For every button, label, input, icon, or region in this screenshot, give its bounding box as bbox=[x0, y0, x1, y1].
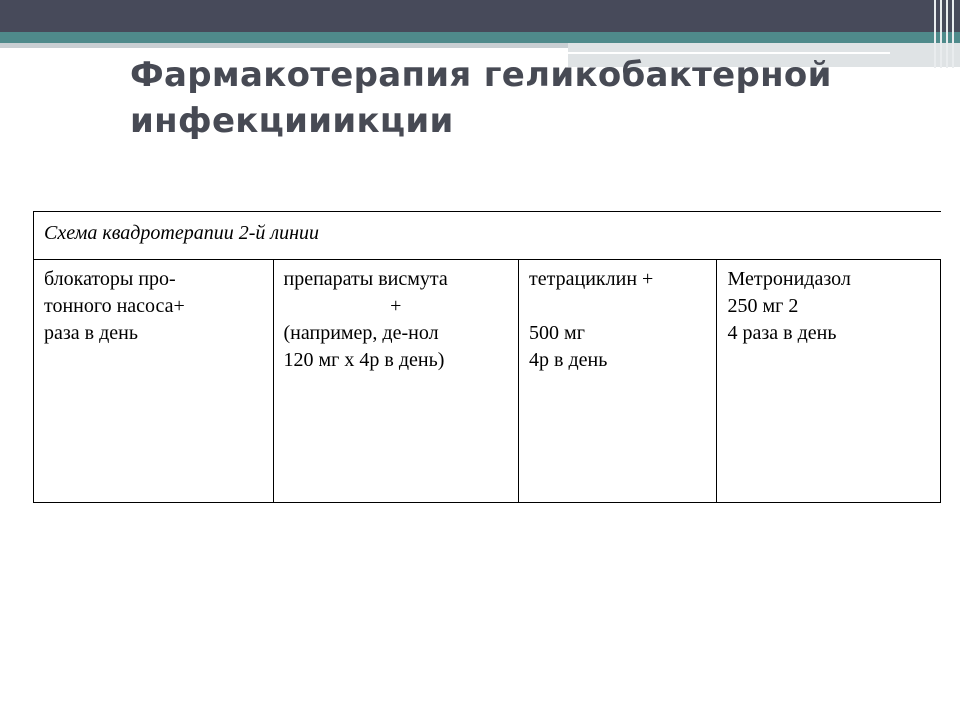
regimen-table bbox=[33, 211, 941, 503]
cell-line: (например, де-нол bbox=[283, 322, 439, 344]
cell-line: блокаторы про- bbox=[44, 268, 176, 290]
cell-line: + bbox=[390, 295, 402, 317]
cell-line-blank bbox=[529, 293, 706, 320]
table-header-cell: Схема квадротерапии 2-й линии bbox=[34, 212, 941, 260]
table-cell-metronidazole bbox=[717, 260, 941, 503]
cell-line: 500 мг bbox=[529, 322, 585, 344]
table-cell-bismuth bbox=[273, 260, 519, 503]
cell-line: Метронидазол bbox=[727, 268, 851, 290]
table-cell-ppi bbox=[34, 260, 274, 503]
header-band-teal bbox=[0, 32, 960, 43]
header-band-dark bbox=[0, 0, 960, 32]
cell-line: 4 раза в день bbox=[727, 322, 837, 344]
cell-line: 250 мг 2 bbox=[727, 295, 799, 317]
cell-line: тонного насоса+ bbox=[44, 295, 185, 317]
slide-title bbox=[130, 52, 930, 144]
cell-line: 4р в день bbox=[529, 349, 608, 371]
table-row bbox=[34, 260, 941, 503]
slide-title-line-1: Фармакотерапия геликобактерной bbox=[130, 55, 832, 95]
header-band-grey bbox=[0, 43, 568, 48]
table-header-row bbox=[34, 212, 941, 260]
header-stripes bbox=[930, 0, 960, 68]
cell-line: раза в день bbox=[44, 322, 138, 344]
cell-line: 120 мг х 4р в день) bbox=[283, 349, 445, 371]
cell-line: тетрациклин + bbox=[529, 268, 654, 290]
slide-title-line-2: инфекцииикции bbox=[130, 101, 454, 141]
cell-line: препараты висмута bbox=[283, 268, 448, 290]
table-cell-tetracycline bbox=[519, 260, 717, 503]
